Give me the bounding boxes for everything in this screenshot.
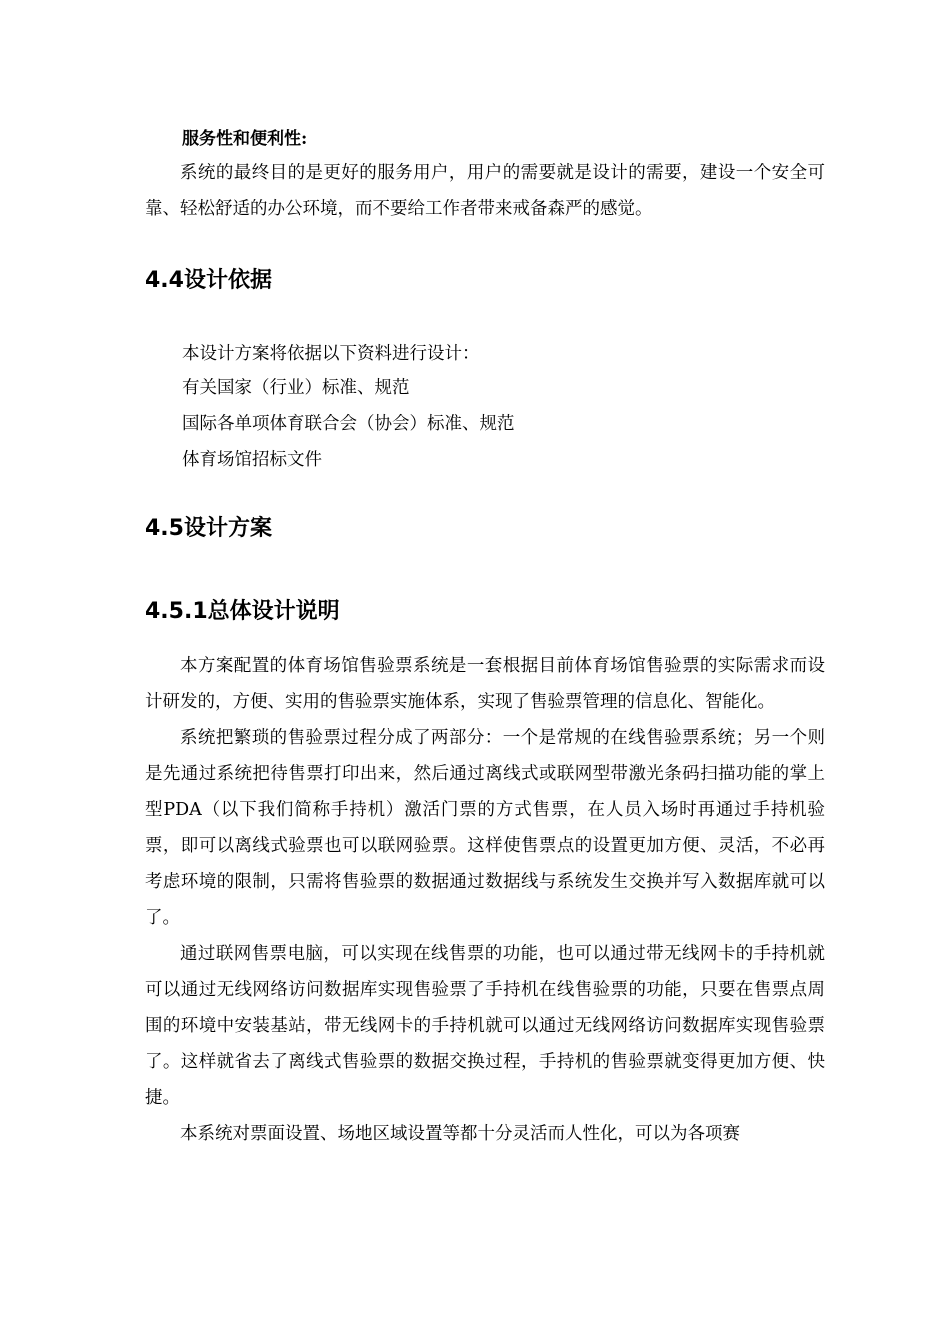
section-4-4-heading: 4.4设计依据 [145,268,272,293]
design-basis-item: 国际各单项体育联合会（协会）标准、规范 [182,414,515,434]
convenience-body [145,155,825,227]
section-4-5-heading: 4.5设计方案 [145,516,272,541]
design-basis-item: 体育场馆招标文件 [182,450,322,470]
body-paragraph: 系统把繁琐的售验票过程分成了两部分：一个是常规的在线售验票系统；另一个则是先通过系统把待售票打印出来，然后通过离线式或联网型带激光条码扫描功能的掌上型PDA（以下我们简称手持机）激活门票的方式售票，在人员入场时再通过手持机验票，即可以离线式验票也可以联网验票。这样使售票点的设置更加方便、灵活，不必再考虑环境的限制，只需将售验票的数据通过数据线与系统发生交换并写入数据库就可以了。 [145,728,825,928]
overall-design-body [145,648,825,1152]
design-basis-intro: 本设计方案将依据以下资料进行设计： [182,344,480,364]
body-paragraph: 本方案配置的体育场馆售验票系统是一套根据目前体育场馆售验票的实际需求而设计研发的，方便、实用的售验票实施体系，实现了售验票管理的信息化、智能化。 [145,656,825,712]
convenience-paragraph: 系统的最终目的是更好的服务用户，用户的需要就是设计的需要，建设一个安全可靠、轻松舒适的办公环境，而不要给工作者带来戒备森严的感觉。 [145,163,825,219]
body-paragraph: 本系统对票面设置、场地区域设置等都十分灵活而人性化，可以为各项赛 [180,1124,740,1144]
section-4-5-1-heading: 4.5.1总体设计说明 [145,599,340,624]
design-basis-item: 有关国家（行业）标准、规范 [182,378,410,398]
convenience-heading: 服务性和便利性: [182,129,308,149]
convenience-section [145,127,825,151]
body-paragraph: 通过联网售票电脑，可以实现在线售票的功能，也可以通过带无线网卡的手持机就可以通过无线网络访问数据库实现售验票了手持机在线售验票的功能，只要在售票点周围的环境中安装基站，带无线网卡的手持机就可以通过无线网络访问数据库实现售验票了。这样就省去了离线式售验票的数据交换过程，手持机的售验票就变得更加方便、快捷。 [145,944,825,1108]
